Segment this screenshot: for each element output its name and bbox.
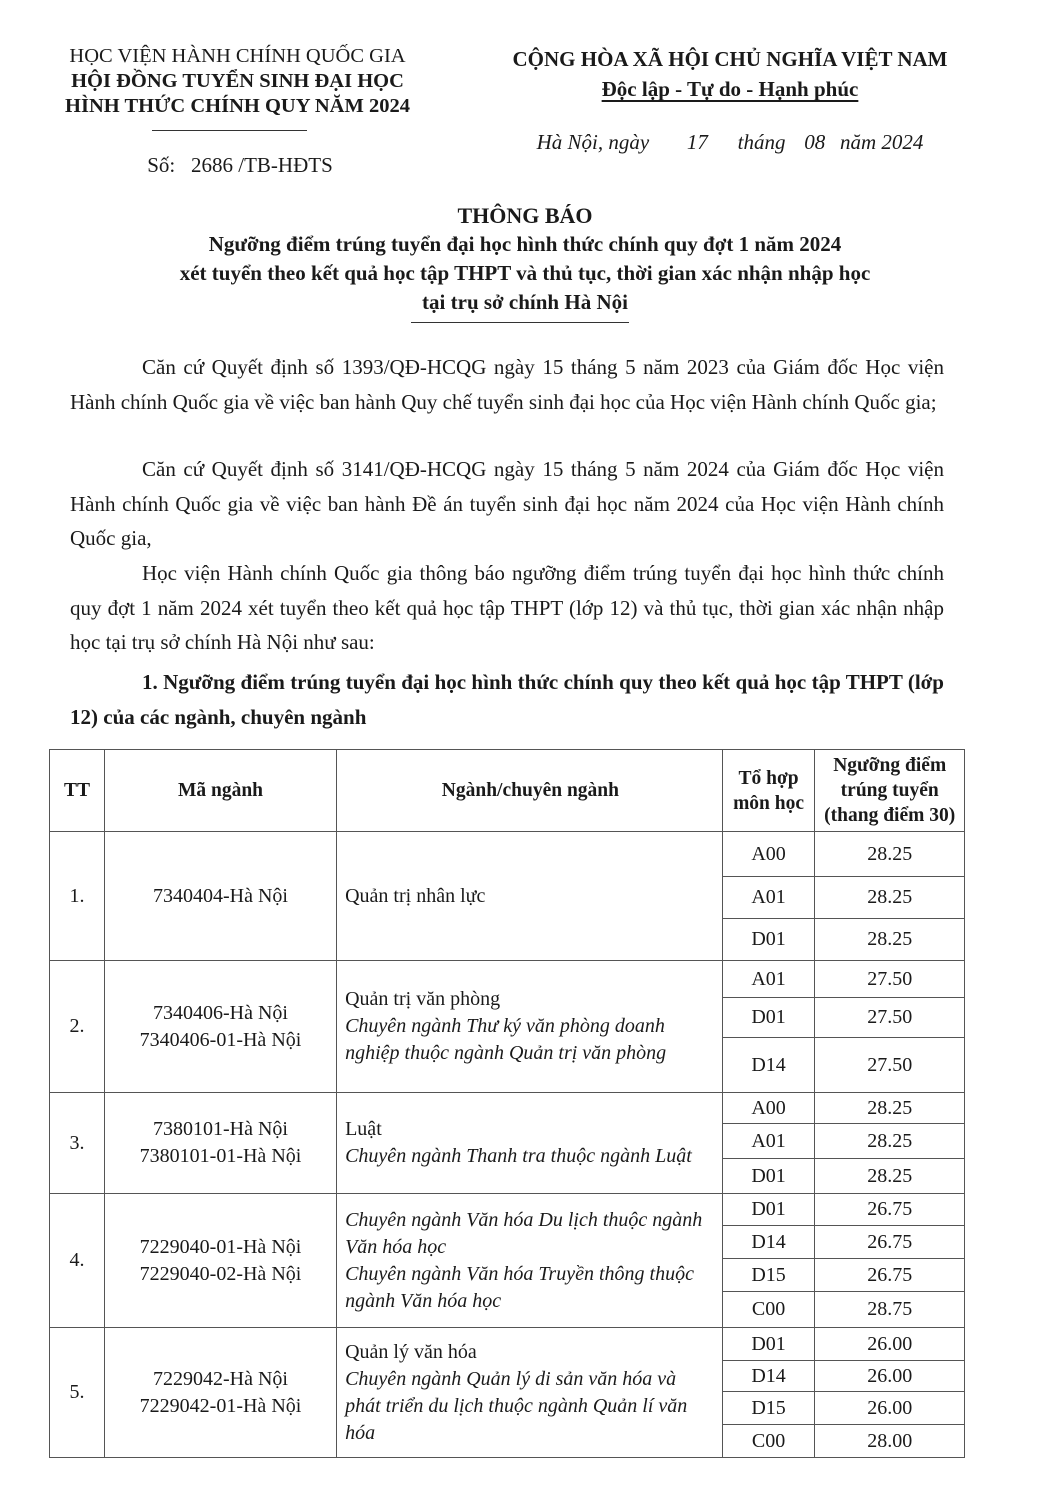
date-place: Hà Nội, ngày <box>536 130 650 154</box>
major-name: Quản trị văn phòng <box>345 988 501 1010</box>
subject-combination: D15 <box>722 1259 815 1292</box>
issuer-divider <box>152 130 307 131</box>
table-row <box>50 1194 965 1226</box>
date-month: 08 <box>804 130 826 154</box>
major-names <box>337 832 723 961</box>
major-code: 7380101-Hà Nội <box>153 1118 288 1140</box>
table-row <box>50 1328 965 1361</box>
subject-combination: A01 <box>722 877 815 919</box>
major-codes <box>104 961 336 1093</box>
threshold-score: 26.00 <box>815 1361 965 1392</box>
header-threshold: Ngưỡng điểm trúng tuyển (thang điểm 30) <box>815 750 965 832</box>
major-name: Chuyên ngành Thư ký văn phòng doanh nghiệp thuộc ngành Quản trị văn phòng <box>345 1015 667 1064</box>
row-number: 4. <box>50 1194 105 1328</box>
major-names <box>337 961 723 1093</box>
major-name: Chuyên ngành Quản lý di sản văn hóa và phát triển du lịch thuộc ngành Quản lí văn hóa <box>345 1367 688 1444</box>
threshold-score: 28.25 <box>815 832 965 877</box>
threshold-score: 28.25 <box>815 1093 965 1124</box>
major-name: Chuyên ngành Văn hóa Truyền thông thuộc ngành Văn hóa học <box>345 1262 694 1312</box>
issuer-council: HỘI ĐỒNG TUYỂN SINH ĐẠI HỌC <box>71 70 404 92</box>
threshold-score: 28.75 <box>815 1292 965 1328</box>
subject-combination: D01 <box>722 1159 815 1194</box>
major-name: Luật <box>345 1118 382 1140</box>
major-name: Quản trị nhân lực <box>345 884 486 907</box>
header-code: Mã ngành <box>104 750 336 832</box>
date-year: năm 2024 <box>840 130 924 154</box>
major-codes <box>104 1194 336 1328</box>
major-names <box>337 1093 723 1194</box>
subject-combination: D01 <box>722 919 815 961</box>
subject-combination: A00 <box>722 832 815 877</box>
threshold-score: 28.00 <box>815 1425 965 1458</box>
threshold-score: 26.00 <box>815 1328 965 1361</box>
notice-title <box>60 201 990 317</box>
table-row <box>50 1093 965 1124</box>
table-row <box>50 961 965 998</box>
issuer-block <box>30 44 445 119</box>
major-code: 7229040-01-Hà Nội <box>139 1235 302 1258</box>
issuer-academy: HỌC VIỆN HÀNH CHÍNH QUỐC GIA <box>69 45 406 67</box>
threshold-score: 26.75 <box>815 1226 965 1259</box>
notice-subtitle-3: tại trụ sở chính Hà Nội <box>422 290 628 314</box>
threshold-score: 28.25 <box>815 1159 965 1194</box>
table-header-row <box>50 750 965 832</box>
notice-subtitle-1: Ngưỡng điểm trúng tuyển đại học hình thức chính quy đợt 1 năm 2024 <box>208 232 842 256</box>
subject-combination: D01 <box>722 1328 815 1361</box>
major-name: Chuyên ngành Thanh tra thuộc ngành Luật <box>345 1145 692 1167</box>
major-names <box>337 1328 723 1458</box>
row-number: 5. <box>50 1328 105 1458</box>
subject-combination: A01 <box>722 1124 815 1159</box>
national-title: CỘNG HÒA XÃ HỘI CHỦ NGHĨA VIỆT NAM <box>512 47 948 71</box>
subject-combination: A01 <box>722 961 815 998</box>
subject-combination: D01 <box>722 1194 815 1226</box>
subject-combination: D14 <box>722 1038 815 1093</box>
major-names <box>337 1194 723 1328</box>
header-major: Ngành/chuyên ngành <box>337 750 723 832</box>
subject-combination: C00 <box>722 1292 815 1328</box>
notice-subtitle-2: xét tuyển theo kết quả học tập THPT và thủ tục, thời gian xác nhận nhập học <box>179 261 871 285</box>
major-code: 7229042-Hà Nội <box>153 1367 288 1390</box>
threshold-score: 28.25 <box>815 919 965 961</box>
national-heading <box>470 44 990 104</box>
row-number: 2. <box>50 961 105 1093</box>
notice-heading: THÔNG BÁO <box>457 203 593 228</box>
subject-combination: C00 <box>722 1425 815 1458</box>
issue-date <box>500 130 960 155</box>
title-divider <box>411 322 629 323</box>
threshold-score: 28.25 <box>815 1124 965 1159</box>
threshold-score: 27.50 <box>815 961 965 998</box>
table-row <box>50 832 965 877</box>
subject-combination: D15 <box>722 1392 815 1425</box>
threshold-score: 26.75 <box>815 1259 965 1292</box>
major-codes <box>104 832 336 961</box>
subject-combination: D14 <box>722 1361 815 1392</box>
header-combination: Tổ hợp môn học <box>722 750 815 832</box>
admission-threshold-table <box>49 749 965 1458</box>
major-codes <box>104 1328 336 1458</box>
date-month-label: tháng <box>737 130 786 154</box>
subject-combination: D14 <box>722 1226 815 1259</box>
major-code: 7340406-01-Hà Nội <box>139 1028 302 1051</box>
subject-combination: D01 <box>722 998 815 1038</box>
national-motto: Độc lập - Tự do - Hạnh phúc <box>601 77 859 101</box>
major-code: 7340406-Hà Nội <box>153 1001 288 1024</box>
section-heading-1: 1. Ngưỡng điểm trúng tuyển đại học hình thức chính quy theo kết quả học tập THPT (lớp 12) của các ngành, chuyên ngành <box>70 670 944 729</box>
table-body <box>50 832 965 1458</box>
major-code: 7380101-01-Hà Nội <box>139 1145 302 1167</box>
major-code: 7340404-Hà Nội <box>153 884 288 907</box>
issuer-program: HÌNH THỨC CHÍNH QUY NĂM 2024 <box>65 95 410 117</box>
subject-combination: A00 <box>722 1093 815 1124</box>
threshold-score: 28.25 <box>815 877 965 919</box>
paragraph-legal-basis-2: Căn cứ Quyết định số 3141/QĐ-HCQG ngày 15 tháng 5 năm 2024 của Giám đốc Học viện Hành chính Quốc gia về việc ban hành Đề án tuyển sinh đại học năm 2024 của Học viện Hành chính Quốc gia, <box>70 457 944 550</box>
major-code: 7229042-01-Hà Nội <box>139 1394 302 1417</box>
row-number: 1. <box>50 832 105 961</box>
threshold-score: 26.75 <box>815 1194 965 1226</box>
threshold-score: 27.50 <box>815 1038 965 1093</box>
date-day: 17 <box>686 130 708 154</box>
major-name: Chuyên ngành Văn hóa Du lịch thuộc ngành Văn hóa học <box>345 1208 703 1258</box>
major-code: 7229040-02-Hà Nội <box>139 1262 302 1285</box>
threshold-score: 27.50 <box>815 998 965 1038</box>
document-number: Số: 2686 /TB-HĐTS <box>147 153 333 177</box>
paragraph-legal-basis-1: Căn cứ Quyết định số 1393/QĐ-HCQG ngày 15 tháng 5 năm 2023 của Giám đốc Học viện Hành chính Quốc gia về việc ban hành Quy chế tuyển sinh đại học của Học viện Hành chính Quốc gia; <box>70 355 944 414</box>
header-tt: TT <box>50 750 105 832</box>
paragraph-announcement: Học viện Hành chính Quốc gia thông báo ngưỡng điểm trúng tuyển đại học hình thức chính quy đợt 1 năm 2024 xét tuyển theo kết quả học tập THPT (lớp 12) và thủ tục, thời gian xác nhận nhập học tại trụ sở chính Hà Nội như sau: <box>70 561 944 654</box>
major-name: Quản lý văn hóa <box>345 1340 477 1363</box>
row-number: 3. <box>50 1093 105 1194</box>
major-codes <box>104 1093 336 1194</box>
threshold-score: 26.00 <box>815 1392 965 1425</box>
